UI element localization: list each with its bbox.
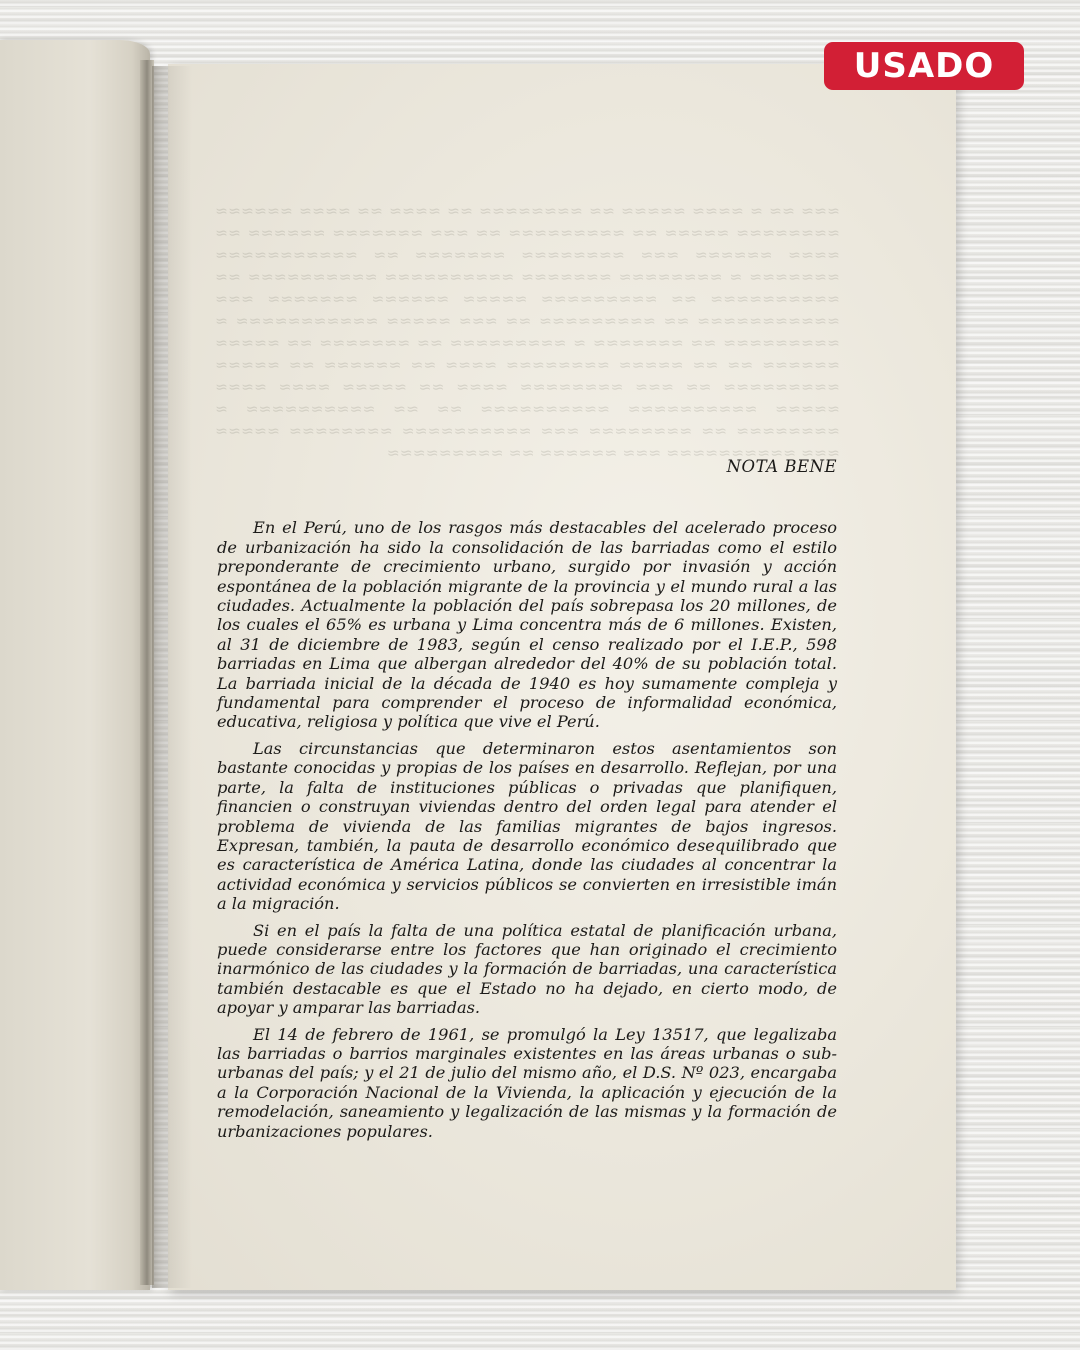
paragraph-1: En el Perú, uno de los rasgos más destacables del acelerado proceso de urbanización ha sido la consolidación de las barriadas como el estilo preponderante de crecimiento urbano, surgido por invasión y acción espontánea de la población migrante de la provincia y el mundo rural a las ciudades. Actualmente la población del país sobrepasa los 20 millones, de los cuales el 65% es urbana y Lima concentra más de 6 millones. Existen, al 31 de diciembre de 1983, según el censo realizado por el I.E.P., 598 barriadas en Lima que albergan alrededor del 40% de su población total. La barriada inicial de la década de 1940 es hoy sumamente compleja y fundamental para comprender el proceso de informalidad económica, educativa, religiosa y política que vive el Perú. (217, 518, 837, 732)
paragraph-4: El 14 de febrero de 1961, se promulgó la Ley 13517, que legalizaba las barriadas o barrios marginales existentes en las áreas urbanas o sub-urbanas del país; y el 21 de julio del mismo año, el D.S. Nº 023, encargaba a la Corporación Nacional de la Vivienda, la aplicación y ejecución de la remodelación, saneamiento y legalización de las mismas y la formación de urbanizaciones populares. (217, 1024, 837, 1141)
gutter-shadow (152, 66, 192, 1288)
paragraph-2: Las circunstancias que determinaron estos asentamientos son bastante conocidas y propias de los países en desarrollo. Reflejan, por una parte, la falta de instituciones públicas o privadas que planifiquen, financien o construyan viviendas dentro del orden legal para atender el problema de vivienda de las familias migrantes de bajos ingresos. Expresan, también, la pauta de desarrollo económico desequilibrado que es característica de América Latina, donde las ciudades al concentrar la actividad económica y servicios públicos se convierten en irresistible imán a la migración. (217, 738, 837, 914)
paragraph-3: Si en el país la falta de una política estatal de planificación urbana, puede considerarse entre los factores que han originado el crecimiento inarmónico de las ciudades y la formación de barriadas, una característica también destacable es que el Estado no ha dejado, en cierto modo, de apoyar y amparar las barriadas. (217, 920, 837, 1018)
section-heading: NOTA BENE (726, 457, 837, 476)
page-text-block (217, 457, 837, 1148)
reverse-side-show-through: ≈≈≈ ≈≈ ≈ ≈≈≈≈ ≈≈≈≈≈ ≈≈ ≈≈≈≈≈≈≈≈ ≈≈ ≈≈≈≈ ≈≈ ≈≈≈≈ ≈≈≈≈≈≈ ≈≈≈≈≈≈≈≈ ≈≈≈≈≈ ≈≈ ≈≈≈≈≈≈≈≈≈ ≈≈ ≈≈≈ ≈≈≈≈≈≈≈ ≈≈≈≈≈≈ ≈≈ ≈≈≈≈ ≈≈≈≈≈≈ ≈≈≈ ≈≈≈≈≈≈≈≈ ≈≈≈≈≈≈≈ ≈≈ ≈≈≈≈≈≈≈≈≈≈≈ ≈≈≈≈≈≈≈ ≈ ≈≈≈≈≈≈≈≈ ≈≈≈≈≈≈≈ ≈≈≈≈≈≈≈≈≈≈ ≈≈≈≈≈≈≈≈≈≈ ≈≈ ≈≈≈≈≈≈≈≈≈≈ ≈≈ ≈≈≈≈≈≈≈≈≈ ≈≈≈≈≈ ≈≈≈≈≈≈ ≈≈≈≈≈≈≈ ≈≈≈ ≈≈≈≈≈≈≈≈≈≈≈ ≈≈ ≈≈≈≈≈≈≈≈≈ ≈≈ ≈≈≈ ≈≈≈≈≈ ≈≈≈≈≈≈≈≈≈≈≈ ≈ ≈≈≈≈≈≈≈≈≈ ≈≈ ≈≈≈≈≈≈≈ ≈ ≈≈≈≈≈≈≈≈≈ ≈≈ ≈≈≈≈≈≈≈ ≈≈ ≈≈≈≈≈ ≈≈≈≈≈≈ ≈≈ ≈≈ ≈≈≈≈≈ ≈≈≈≈≈≈≈≈ ≈≈≈≈ ≈≈ ≈≈≈≈≈≈ ≈≈ ≈≈≈≈≈ ≈≈≈≈≈≈≈≈≈ ≈≈ ≈≈≈ ≈≈≈≈≈≈≈≈ ≈≈≈≈ ≈≈ ≈≈≈≈≈ ≈≈≈≈ ≈≈≈≈ ≈≈≈≈≈ ≈≈≈≈≈≈≈≈≈≈ ≈≈≈≈≈≈≈≈≈≈ ≈≈ ≈≈ ≈≈≈≈≈≈≈≈≈≈ ≈ ≈≈≈≈≈≈≈≈ ≈≈ ≈≈≈≈≈≈≈≈ ≈≈≈ ≈≈≈≈≈≈≈≈≈≈ ≈≈≈≈≈≈≈≈ ≈≈≈≈≈ ≈≈≈ ≈≈≈≈≈≈≈≈≈≈ ≈≈≈ ≈≈≈≈≈≈ ≈≈ ≈≈≈≈≈≈≈≈≈ (215, 202, 840, 462)
used-condition-badge: USADO (824, 42, 1024, 90)
left-book-page (0, 40, 150, 1290)
